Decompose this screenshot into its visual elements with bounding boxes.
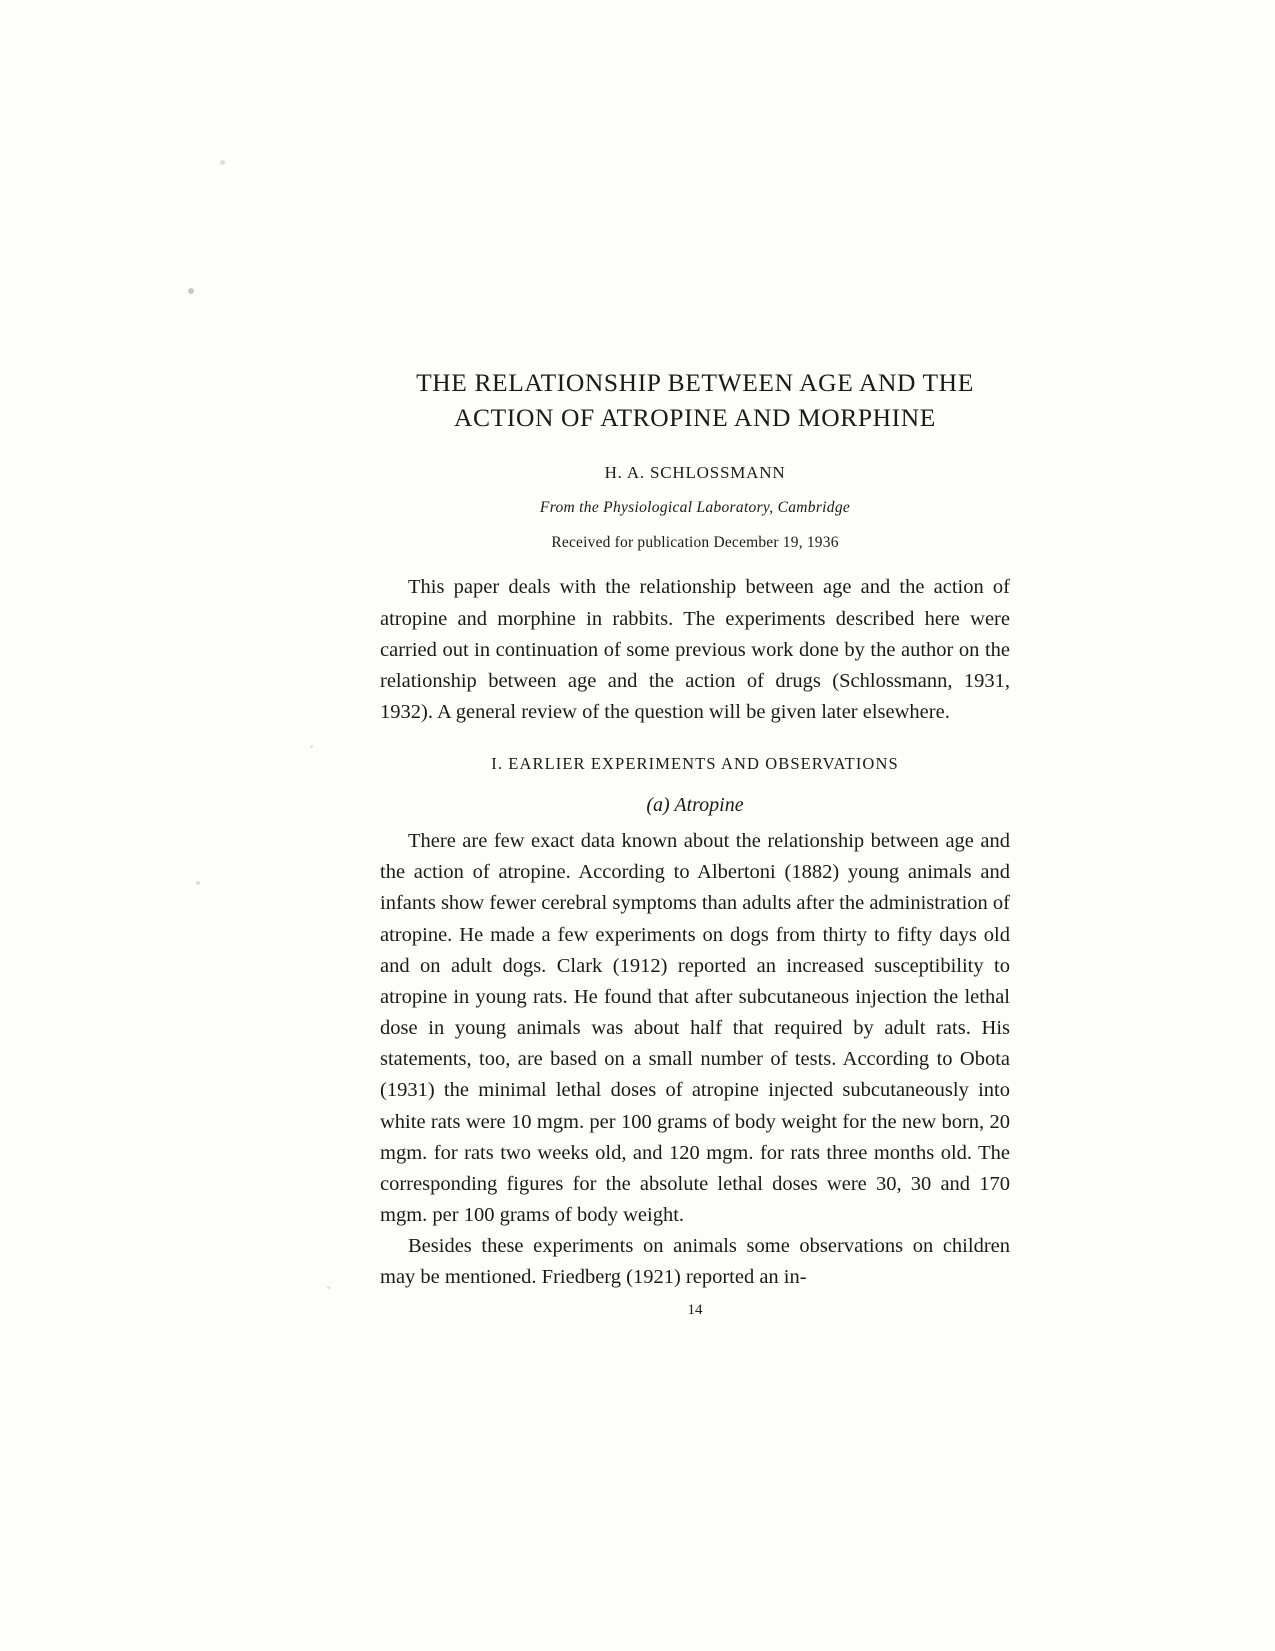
paragraph-atropine: There are few exact data known about the relationship between age and the action of atropine. According to Albertoni (1882) young animals and infants show fewer cerebral symptoms than adults after the administration of atropine. He made a few experiments on dogs from thirty to fifty days old and on adult dogs. Clark (1912) reported an increased susceptibility to atropine in young rats. He found that after subcutaneous injection the lethal dose in young animals was about half that required by adult rats. His statements, too, are based on a small number of tests. According to Obota (1931) the minimal lethal doses of atropine injected subcutaneously into white rats were 10 mgm. per 100 grams of body weight for the new born, 20 mgm. for rats two weeks old, and 120 mgm. for rats three months old. The corresponding figures for the absolute lethal doses were 30, 30 and 170 mgm. per 100 grams of body weight. (380, 830, 1010, 1227)
title-line-2: ACTION OF ATROPINE AND MORPHINE (454, 403, 936, 433)
scan-speck (220, 160, 225, 165)
scan-speck (327, 1286, 330, 1289)
scan-speck (188, 288, 194, 294)
article-body (380, 365, 1010, 1319)
author-affiliation: From the Physiological Laboratory, Cambridge (539, 499, 851, 517)
scan-speck (310, 745, 313, 748)
page-title (380, 365, 1010, 435)
paragraph-children: Besides these experiments on animals some observations on children may be mentioned. Friedberg (1921) reported an in- (380, 1235, 1010, 1289)
scan-speck (196, 881, 200, 885)
subsection-heading: (a) Atropine (646, 794, 744, 817)
paragraph-abstract: This paper deals with the relationship between age and the action of atropine and morphine in rabbits. The experiments described here were carried out in continuation of some previous work done by the author on the relationship between age and the action of drugs (Schlossmann, 1931, 1932). A general review of the question will be given later elsewhere. (380, 576, 1010, 723)
page-number: 14 (687, 1301, 703, 1318)
title-line-1: THE RELATIONSHIP BETWEEN AGE AND THE (416, 368, 974, 397)
author-name: H. A. SCHLOSSMANN (604, 463, 786, 483)
received-date: Received for publication December 19, 1936 (551, 534, 839, 552)
section-heading: I. EARLIER EXPERIMENTS AND OBSERVATIONS (491, 754, 899, 774)
